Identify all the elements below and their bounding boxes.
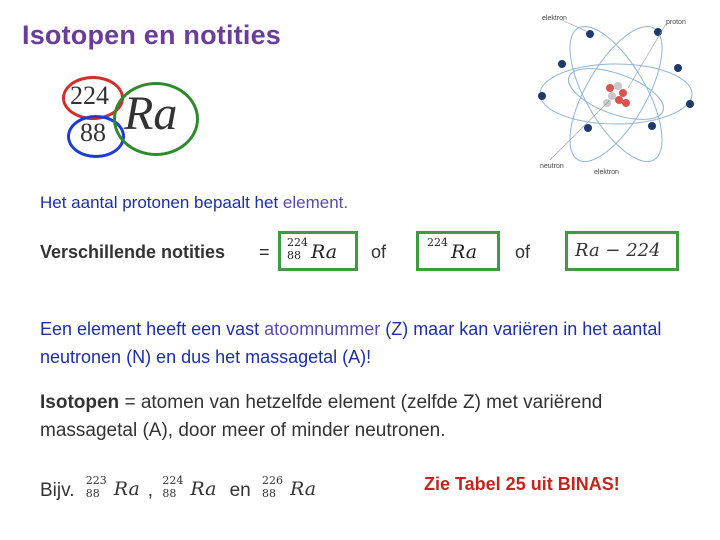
orbit [562, 58, 670, 130]
label-proton: proton [666, 19, 686, 26]
example-separator: , [147, 480, 154, 501]
isotope-226 [262, 476, 324, 500]
electron [558, 60, 566, 68]
mass-number: 224 [162, 474, 184, 487]
element-symbol: Ra [113, 478, 140, 500]
label-electron-bottom: elektron [594, 169, 619, 176]
isotope-definition [40, 389, 700, 445]
atomic-number: 88 [287, 249, 301, 262]
example-prefix: Bijv. [40, 480, 75, 501]
label-pointer [550, 100, 610, 160]
notations-label: Verschillende notities [40, 242, 226, 262]
isotope-definition-text: = atomen van hetzelfde element (zelfde Z) met variërend massagetal (A), door meer of minder neutronen. [40, 392, 603, 441]
nuclide-name-form: Ra − 224 [575, 240, 661, 261]
atomic-number: 88 [162, 487, 177, 500]
isotope-term: Isotopen [40, 392, 120, 413]
element-statement [40, 193, 348, 213]
or-word: of [371, 242, 387, 262]
atomic-number-paragraph [40, 315, 690, 371]
notation-box-name [565, 231, 679, 271]
atomic-number: 88 [262, 487, 277, 500]
notation-box-full [278, 231, 358, 271]
label-neutron: neutron [540, 163, 564, 170]
electron [686, 100, 694, 108]
proton [622, 99, 630, 107]
element-symbol: Ra [451, 241, 478, 263]
nuclide-full [287, 238, 353, 264]
proton [619, 89, 627, 97]
element-symbol: Ra [124, 87, 178, 140]
mass-number: 224 [70, 81, 109, 110]
atomic-number-highlight: atoomnummer [264, 319, 381, 339]
nuclide-mass-only [427, 238, 493, 264]
mass-number: 223 [85, 474, 107, 487]
mass-number: 226 [262, 474, 284, 487]
electron [538, 92, 546, 100]
electron [586, 30, 594, 38]
isotope-223 [86, 476, 148, 500]
electron [654, 28, 662, 36]
element-symbol: Ra [311, 241, 338, 263]
atomic-number: 88 [85, 487, 100, 500]
label-electron-top: elektron [542, 15, 567, 22]
mass-number: 224 [287, 236, 308, 249]
binas-note: Zie Tabel 25 uit BINAS! [424, 474, 620, 494]
proton [606, 84, 614, 92]
element-highlight: element. [282, 193, 349, 212]
notation-box-mass [416, 231, 500, 271]
neutron [614, 82, 622, 90]
atom-diagram [528, 8, 708, 180]
electron [674, 64, 682, 72]
example-row [40, 476, 324, 502]
atomic-number: 88 [80, 118, 106, 147]
label-pointer [628, 24, 666, 88]
isotope-224 [162, 476, 224, 500]
electron [648, 122, 656, 130]
or-word: of [515, 242, 531, 262]
neutron [608, 92, 616, 100]
proton [615, 96, 623, 104]
element-symbol: Ra [290, 478, 317, 500]
paragraph-text-a: Een element heeft een vast [40, 319, 265, 339]
page-title: Isotopen en notities [22, 20, 282, 50]
mass-number: 224 [427, 236, 448, 249]
equals-sign: = [259, 242, 270, 262]
example-conjunction: en [229, 480, 251, 501]
element-statement-text: Het aantal protonen bepaalt het [40, 193, 283, 212]
element-symbol: Ra [190, 478, 217, 500]
paragraph-text-b: (Z) maar kan variëren in het aantal neutronen (N) en dus het massagetal (A)! [40, 319, 662, 367]
